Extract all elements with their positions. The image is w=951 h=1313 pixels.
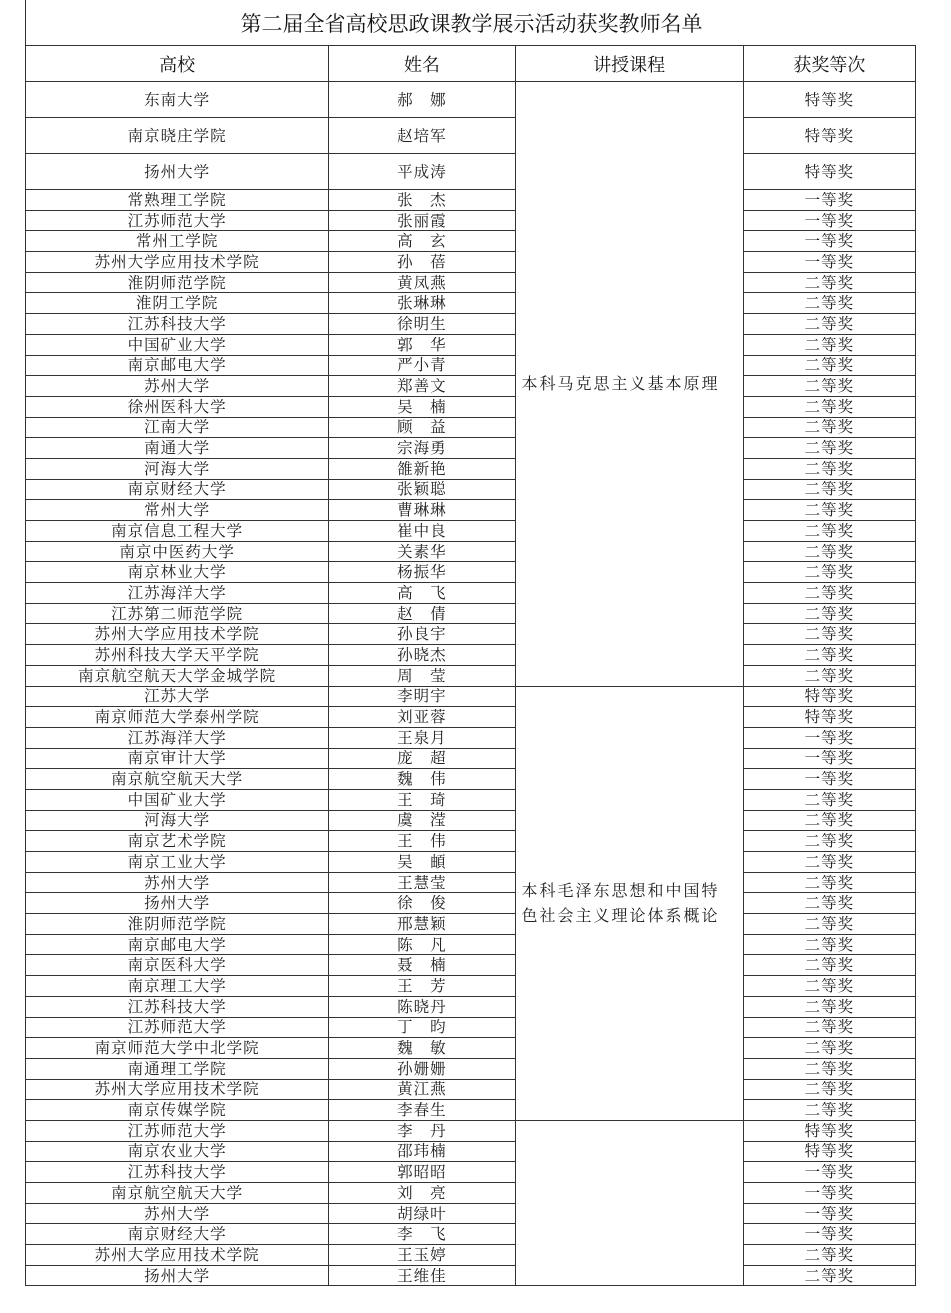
school-cell: 河海大学: [26, 810, 329, 831]
table-header: [26, 46, 916, 82]
table-row: [26, 1017, 916, 1038]
school-cell: 南京理工大学: [26, 976, 329, 997]
teacher-name-cell: 王 芳: [329, 976, 515, 997]
teacher-name-cell: 李 飞: [329, 1224, 515, 1245]
award-level-cell: 二等奖: [743, 541, 915, 562]
award-level-cell: 特等奖: [743, 1141, 915, 1162]
table-row: [26, 603, 916, 624]
award-level-cell: 一等奖: [743, 1224, 915, 1245]
table-row: [26, 521, 916, 542]
award-level-cell: 二等奖: [743, 396, 915, 417]
teacher-name-cell: 刘亚蓉: [329, 707, 515, 728]
award-table: [25, 45, 916, 1286]
table-row: [26, 272, 916, 293]
award-level-cell: 二等奖: [743, 479, 915, 500]
table-row: [26, 707, 916, 728]
school-cell: 苏州大学应用技术学院: [26, 1245, 329, 1266]
school-cell: 南京中医药大学: [26, 541, 329, 562]
teacher-name-cell: 崔中良: [329, 521, 515, 542]
teacher-name-cell: 张琳琳: [329, 293, 515, 314]
school-cell: 南京信息工程大学: [26, 521, 329, 542]
teacher-name-cell: 王慧莹: [329, 872, 515, 893]
table-row: [26, 748, 916, 769]
teacher-name-cell: 张丽霞: [329, 210, 515, 231]
school-cell: 淮阴师范学院: [26, 272, 329, 293]
table-row: [26, 810, 916, 831]
award-level-cell: 特等奖: [743, 707, 915, 728]
school-cell: 南京审计大学: [26, 748, 329, 769]
teacher-name-cell: 杨振华: [329, 562, 515, 583]
award-level-cell: 二等奖: [743, 1058, 915, 1079]
table-row: [26, 541, 916, 562]
school-cell: 苏州科技大学天平学院: [26, 645, 329, 666]
teacher-name-cell: 曹琳琳: [329, 500, 515, 521]
teacher-name-cell: 王玉婷: [329, 1245, 515, 1266]
table-body: [26, 82, 916, 1286]
table-row: [26, 914, 916, 935]
table-row: [26, 872, 916, 893]
school-cell: 南京传媒学院: [26, 1100, 329, 1121]
table-row: [26, 934, 916, 955]
award-level-cell: 一等奖: [743, 748, 915, 769]
table-row: [26, 1224, 916, 1245]
award-level-cell: 二等奖: [743, 645, 915, 666]
header-name: 姓名: [329, 46, 515, 82]
table-row: [26, 479, 916, 500]
award-level-cell: 二等奖: [743, 603, 915, 624]
table-row: [26, 190, 916, 211]
table-row: [26, 293, 916, 314]
table-row: [26, 334, 916, 355]
award-level-cell: 二等奖: [743, 872, 915, 893]
table-row: [26, 1183, 916, 1204]
award-level-cell: 一等奖: [743, 210, 915, 231]
teacher-name-cell: 孙 蓓: [329, 252, 515, 273]
course-cell: 本科毛泽东思想和中国特色社会主义理论体系概论: [515, 686, 743, 1120]
table-row: [26, 1120, 916, 1141]
school-cell: 江苏师范大学: [26, 1017, 329, 1038]
teacher-name-cell: 李 丹: [329, 1120, 515, 1141]
teacher-name-cell: 徐明生: [329, 314, 515, 335]
school-cell: 江苏第二师范学院: [26, 603, 329, 624]
award-level-cell: 二等奖: [743, 789, 915, 810]
table-row: [26, 500, 916, 521]
table-row: [26, 1203, 916, 1224]
school-cell: 江苏海洋大学: [26, 727, 329, 748]
teacher-name-cell: 李春生: [329, 1100, 515, 1121]
teacher-name-cell: 吴 頔: [329, 852, 515, 873]
teacher-name-cell: 郑善文: [329, 376, 515, 397]
table-row: [26, 686, 916, 707]
table-row: [26, 1100, 916, 1121]
school-cell: 苏州大学: [26, 376, 329, 397]
school-cell: 江苏师范大学: [26, 1120, 329, 1141]
teacher-name-cell: 顾 益: [329, 417, 515, 438]
award-level-cell: 二等奖: [743, 1079, 915, 1100]
award-level-cell: 二等奖: [743, 976, 915, 997]
teacher-name-cell: 赵 倩: [329, 603, 515, 624]
teacher-name-cell: 魏 伟: [329, 769, 515, 790]
table-row: [26, 1038, 916, 1059]
teacher-name-cell: 郝 娜: [329, 82, 515, 118]
school-cell: 常熟理工学院: [26, 190, 329, 211]
teacher-name-cell: 聂 楠: [329, 955, 515, 976]
teacher-name-cell: 王维佳: [329, 1265, 515, 1286]
school-cell: 南京工业大学: [26, 852, 329, 873]
award-level-cell: 二等奖: [743, 1265, 915, 1286]
table-row: [26, 1079, 916, 1100]
school-cell: 南京航空航天大学: [26, 769, 329, 790]
award-level-cell: 二等奖: [743, 1017, 915, 1038]
table-row: [26, 438, 916, 459]
award-level-cell: 二等奖: [743, 1245, 915, 1266]
award-level-cell: 二等奖: [743, 665, 915, 686]
school-cell: 南京林业大学: [26, 562, 329, 583]
school-cell: 南通大学: [26, 438, 329, 459]
award-level-cell: 二等奖: [743, 583, 915, 604]
school-cell: 南京师范大学泰州学院: [26, 707, 329, 728]
award-level-cell: 一等奖: [743, 727, 915, 748]
teacher-name-cell: 关素华: [329, 541, 515, 562]
table-row: [26, 727, 916, 748]
teacher-name-cell: 庞 超: [329, 748, 515, 769]
award-level-cell: 二等奖: [743, 417, 915, 438]
teacher-name-cell: 郭昭昭: [329, 1162, 515, 1183]
award-level-cell: 二等奖: [743, 955, 915, 976]
teacher-name-cell: 虞 滢: [329, 810, 515, 831]
teacher-name-cell: 孙姗姗: [329, 1058, 515, 1079]
table-row: [26, 624, 916, 645]
award-level-cell: 二等奖: [743, 996, 915, 1017]
school-cell: 江苏大学: [26, 686, 329, 707]
teacher-name-cell: 高 飞: [329, 583, 515, 604]
school-cell: 扬州大学: [26, 893, 329, 914]
school-cell: 南京农业大学: [26, 1141, 329, 1162]
teacher-name-cell: 陈 凡: [329, 934, 515, 955]
teacher-name-cell: 严小青: [329, 355, 515, 376]
table-row: [26, 82, 916, 118]
table-row: [26, 355, 916, 376]
table-row: [26, 789, 916, 810]
school-cell: 南京晓庄学院: [26, 118, 329, 154]
table-row: [26, 996, 916, 1017]
teacher-name-cell: 张颖聪: [329, 479, 515, 500]
school-cell: 徐州医科大学: [26, 396, 329, 417]
award-level-cell: 一等奖: [743, 231, 915, 252]
school-cell: 苏州大学: [26, 1203, 329, 1224]
school-cell: 南京医科大学: [26, 955, 329, 976]
award-level-cell: 二等奖: [743, 314, 915, 335]
award-level-cell: 二等奖: [743, 1038, 915, 1059]
award-level-cell: 二等奖: [743, 934, 915, 955]
teacher-name-cell: 宗海勇: [329, 438, 515, 459]
school-cell: 江苏师范大学: [26, 210, 329, 231]
table-row: [26, 154, 916, 190]
table-row: [26, 1141, 916, 1162]
award-level-cell: 二等奖: [743, 831, 915, 852]
award-level-cell: 一等奖: [743, 1162, 915, 1183]
school-cell: 南京邮电大学: [26, 355, 329, 376]
table-row: [26, 831, 916, 852]
table-row: [26, 645, 916, 666]
table-row: [26, 252, 916, 273]
award-level-cell: 一等奖: [743, 1203, 915, 1224]
teacher-name-cell: 孙晓杰: [329, 645, 515, 666]
table-row: [26, 231, 916, 252]
teacher-name-cell: 刘 亮: [329, 1183, 515, 1204]
school-cell: 南通理工学院: [26, 1058, 329, 1079]
award-level-cell: 特等奖: [743, 686, 915, 707]
teacher-name-cell: 黄凤燕: [329, 272, 515, 293]
award-level-cell: 二等奖: [743, 458, 915, 479]
teacher-name-cell: 周 莹: [329, 665, 515, 686]
school-cell: 淮阴师范学院: [26, 914, 329, 935]
school-cell: 中国矿业大学: [26, 789, 329, 810]
award-level-cell: 二等奖: [743, 334, 915, 355]
teacher-name-cell: 丁 昀: [329, 1017, 515, 1038]
teacher-name-cell: 黄江燕: [329, 1079, 515, 1100]
award-level-cell: 一等奖: [743, 769, 915, 790]
table-row: [26, 1162, 916, 1183]
table-row: [26, 1058, 916, 1079]
school-cell: 南京艺术学院: [26, 831, 329, 852]
teacher-name-cell: 魏 敏: [329, 1038, 515, 1059]
school-cell: 苏州大学应用技术学院: [26, 1079, 329, 1100]
award-level-cell: 一等奖: [743, 1183, 915, 1204]
table-row: [26, 417, 916, 438]
teacher-name-cell: 雒新艳: [329, 458, 515, 479]
award-level-cell: 二等奖: [743, 1100, 915, 1121]
school-cell: 南京财经大学: [26, 1224, 329, 1245]
teacher-name-cell: 王 伟: [329, 831, 515, 852]
award-level-cell: 二等奖: [743, 893, 915, 914]
award-level-cell: 一等奖: [743, 190, 915, 211]
school-cell: 江苏科技大学: [26, 996, 329, 1017]
school-cell: 扬州大学: [26, 1265, 329, 1286]
school-cell: 南京财经大学: [26, 479, 329, 500]
teacher-name-cell: 徐 俊: [329, 893, 515, 914]
school-cell: 南京师范大学中北学院: [26, 1038, 329, 1059]
table-row: [26, 665, 916, 686]
table-row: [26, 118, 916, 154]
school-cell: 中国矿业大学: [26, 334, 329, 355]
teacher-name-cell: 王 琦: [329, 789, 515, 810]
award-level-cell: 特等奖: [743, 154, 915, 190]
award-level-cell: 二等奖: [743, 272, 915, 293]
table-row: [26, 314, 916, 335]
table-row: [26, 1245, 916, 1266]
award-level-cell: 二等奖: [743, 624, 915, 645]
award-level-cell: 二等奖: [743, 852, 915, 873]
header-course: 讲授课程: [515, 46, 743, 82]
school-cell: 南京航空航天大学: [26, 1183, 329, 1204]
school-cell: 江苏科技大学: [26, 314, 329, 335]
teacher-name-cell: 陈晓丹: [329, 996, 515, 1017]
school-cell: 南京航空航天大学金城学院: [26, 665, 329, 686]
teacher-name-cell: 胡绿叶: [329, 1203, 515, 1224]
teacher-name-cell: 孙良宇: [329, 624, 515, 645]
award-level-cell: 二等奖: [743, 562, 915, 583]
header-award: 获奖等次: [743, 46, 915, 82]
school-cell: 苏州大学: [26, 872, 329, 893]
award-level-cell: 二等奖: [743, 500, 915, 521]
award-level-cell: 二等奖: [743, 914, 915, 935]
school-cell: 江苏科技大学: [26, 1162, 329, 1183]
school-cell: 扬州大学: [26, 154, 329, 190]
school-cell: 南京邮电大学: [26, 934, 329, 955]
table-row: [26, 396, 916, 417]
teacher-name-cell: 邵玮楠: [329, 1141, 515, 1162]
table-row: [26, 955, 916, 976]
teacher-name-cell: 赵培军: [329, 118, 515, 154]
school-cell: 淮阴工学院: [26, 293, 329, 314]
table-row: [26, 583, 916, 604]
document-title: 第二届全省高校思政课教学展示活动获奖教师名单: [240, 12, 703, 36]
teacher-name-cell: 郭 华: [329, 334, 515, 355]
table-row: [26, 458, 916, 479]
school-cell: 河海大学: [26, 458, 329, 479]
teacher-name-cell: 张 杰: [329, 190, 515, 211]
teacher-name-cell: 邢慧颖: [329, 914, 515, 935]
school-cell: 苏州大学应用技术学院: [26, 624, 329, 645]
header-school: 高校: [26, 46, 329, 82]
table-row: [26, 1265, 916, 1286]
teacher-name-cell: 平成涛: [329, 154, 515, 190]
award-level-cell: 二等奖: [743, 293, 915, 314]
school-cell: 苏州大学应用技术学院: [26, 252, 329, 273]
award-level-cell: 二等奖: [743, 810, 915, 831]
table-row: [26, 376, 916, 397]
school-cell: 常州工学院: [26, 231, 329, 252]
table-row: [26, 976, 916, 997]
course-cell: 本科马克思主义基本原理: [515, 82, 743, 687]
teacher-name-cell: 李明宇: [329, 686, 515, 707]
teacher-name-cell: 高 玄: [329, 231, 515, 252]
teacher-name-cell: 王泉月: [329, 727, 515, 748]
award-level-cell: 一等奖: [743, 252, 915, 273]
table-row: [26, 769, 916, 790]
table-row: [26, 562, 916, 583]
school-cell: 江南大学: [26, 417, 329, 438]
table-row: [26, 893, 916, 914]
school-cell: 江苏海洋大学: [26, 583, 329, 604]
table-row: [26, 852, 916, 873]
award-level-cell: 特等奖: [743, 118, 915, 154]
teacher-name-cell: 吴 楠: [329, 396, 515, 417]
award-level-cell: 二等奖: [743, 376, 915, 397]
award-level-cell: 二等奖: [743, 355, 915, 376]
award-level-cell: 二等奖: [743, 438, 915, 459]
course-cell: [515, 1120, 743, 1286]
table-row: [26, 210, 916, 231]
award-level-cell: 特等奖: [743, 82, 915, 118]
school-cell: 常州大学: [26, 500, 329, 521]
school-cell: 东南大学: [26, 82, 329, 118]
title-bar: [25, 0, 917, 45]
award-level-cell: 特等奖: [743, 1120, 915, 1141]
award-level-cell: 二等奖: [743, 521, 915, 542]
